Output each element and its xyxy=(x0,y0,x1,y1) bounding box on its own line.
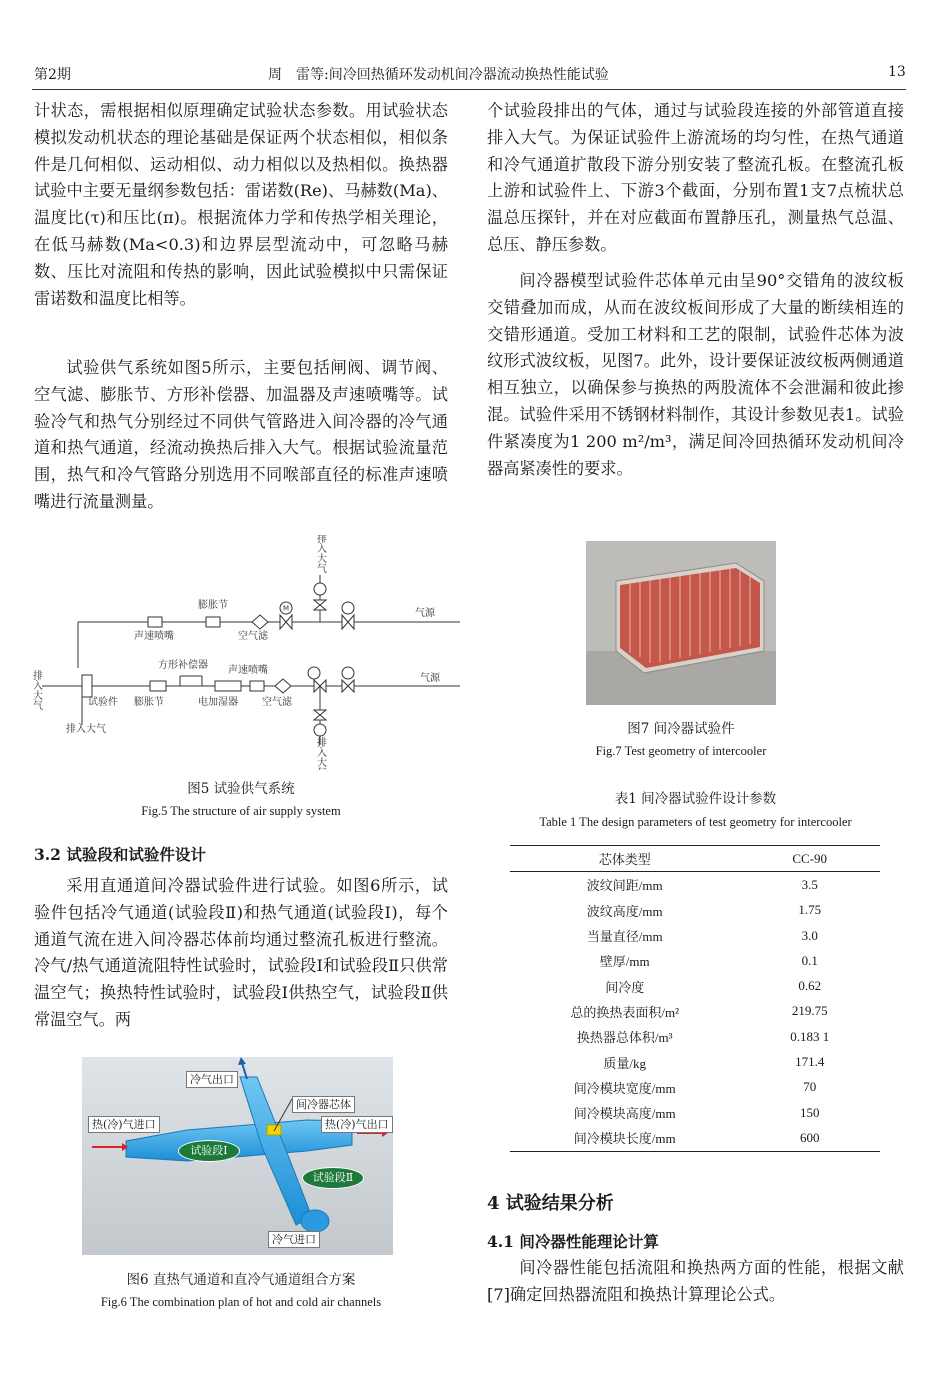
table-cell-parameter: 总的换热表面积/m² xyxy=(570,1004,679,1020)
table-1-caption-en: Table 1 The design parameters of test geometry for intercooler xyxy=(539,815,852,829)
figure-5-caption-cn: 图5 试验供气系统 xyxy=(187,781,295,797)
table-row xyxy=(510,846,880,872)
label-inlet: 热(冷)气进口 xyxy=(88,1116,160,1133)
label-cold-outlet: 冷气出口 xyxy=(186,1071,238,1088)
page-number: 13 xyxy=(888,64,906,80)
label-expansion-2: 膨胀节 xyxy=(134,697,164,708)
table-row xyxy=(510,1100,880,1125)
figure-6-caption-cn: 图6 直热气通道和直冷气通道组合方案 xyxy=(126,1272,356,1288)
label-section-1: 试验段Ⅰ xyxy=(178,1140,240,1162)
table-cell-value: 3.5 xyxy=(801,876,818,892)
label-core: 间冷器芯体 xyxy=(292,1096,355,1113)
table-cell-parameter: 波纹高度/mm xyxy=(586,903,663,919)
table-cell-parameter: 波纹间距/mm xyxy=(586,878,663,894)
figure-6-render xyxy=(82,1057,393,1255)
table-cell-value: 70 xyxy=(803,1079,817,1095)
label-nozzle-2: 声速喷嘴 xyxy=(228,665,268,676)
table-row xyxy=(510,898,880,923)
table-cell-value: 219.75 xyxy=(791,1003,828,1019)
figure-6-caption-en: Fig.6 The combination plan of hot and cold air channels xyxy=(100,1295,382,1309)
table-1 xyxy=(510,845,880,1152)
table-cell-parameter: 间冷模块宽度/mm xyxy=(573,1080,676,1096)
figure-5-caption-en: Fig.5 The structure of air supply system xyxy=(141,804,341,818)
label-nozzle-1: 声速喷嘴 xyxy=(134,631,174,642)
left-paragraph-3: 采用直通道间冷器试验件进行试验。如图6所示，试验件包括冷气通道(试验段Ⅱ)和热气通道(试验段Ⅰ)，每个通道气流在进入间冷器芯体前均通过整流孔板进行整流。冷气/热气通道流阻特性试验时，试验段Ⅰ和试验段Ⅱ只供常温空气；换热特性试验时，试验段Ⅰ供热空气，试验段Ⅱ供常温空气。两 xyxy=(34,876,448,1029)
label-test-piece: 试验件 xyxy=(88,697,118,708)
table-cell-value: 600 xyxy=(799,1129,820,1145)
table-row xyxy=(510,1024,880,1049)
table-cell-parameter: 质量/kg xyxy=(603,1055,646,1071)
label-compensator: 方形补偿器 xyxy=(158,660,208,671)
label-section-2: 试验段Ⅱ xyxy=(302,1167,364,1189)
section-4-1-heading: 4.1 间冷器性能理论计算 xyxy=(487,1232,659,1251)
table-cell-value: 0.183 1 xyxy=(790,1028,830,1044)
table-cell-parameter: 当量直径/mm xyxy=(586,929,663,945)
table-row xyxy=(510,923,880,948)
label-heater: 电加湿器 xyxy=(198,697,238,708)
table-cell-parameter: 间冷度 xyxy=(605,979,645,995)
label-exhaust-top: 排入大气 xyxy=(314,535,326,573)
table-cell-value: 150 xyxy=(799,1104,820,1120)
label-exhaust-bottom: 排入大气 xyxy=(314,737,326,770)
table-cell-value: 3.0 xyxy=(801,927,818,943)
figure-5-schematic xyxy=(30,535,460,770)
valve-m-label: M xyxy=(282,604,290,613)
intercooler-photo-drawing xyxy=(586,541,776,705)
label-exhaust-left: 排入大气 xyxy=(30,670,42,710)
table-cell-parameter: 换热器总体积/m³ xyxy=(576,1030,673,1046)
table-cell-value: 0.1 xyxy=(801,952,818,968)
table-cell-parameter: 芯体类型 xyxy=(598,852,651,868)
table-row xyxy=(510,1049,880,1074)
label-exhaust-bottom-left: 排入大气 xyxy=(66,724,106,735)
table-cell-value: 1.75 xyxy=(798,902,822,918)
figure-7-caption-en: Fig.7 Test geometry of intercooler xyxy=(595,744,767,758)
right-paragraph-2: 间冷器模型试验件芯体单元由呈90°交错角的波纹板交错叠加而成，从而在波纹板间形成了大量的断续相连的交错形通道。受加工材料和工艺的限制，试验件芯体为波纹形式波纹板，见图7。此外，设计要保证波纹板两侧通道相互独立，以确保参与换热的两股流体不会泄漏和彼此掺混。试验件采用不锈钢材料制作，其设计参数见表1。试验件紧凑度为1 200 m²/m³，满足间冷回热循环发动机间冷器高紧凑性的要求。 xyxy=(487,271,904,478)
table-cell-parameter: 壁厚/mm xyxy=(599,954,650,970)
table-cell-value: 171.4 xyxy=(795,1054,825,1070)
table-1-caption-cn: 表1 间冷器试验件设计参数 xyxy=(614,791,777,807)
table-row xyxy=(510,999,880,1024)
right-paragraph-3: 间冷器性能包括流阻和换热两方面的性能，根据文献[7]确定回热器流阻和换热计算理论公式。 xyxy=(487,1258,904,1304)
left-paragraph-2: 试验供气系统如图5所示，主要包括闸阀、调节阀、空气滤、膨胀节、方形补偿器、加温器及声速喷嘴等。试验冷气和热气分别经过不同供气管路进入间冷器的冷气通道和热气通道，经流动换热后排入大气。根据试验流量范围，热气和冷气管路分别选用不同喉部直径的标准声速喷嘴进行流量测量。 xyxy=(34,358,448,511)
running-title xyxy=(268,64,609,84)
air-supply-diagram xyxy=(30,535,460,770)
left-paragraph-1: 计状态，需根据相似原理确定试验状态参数。用试验状态模拟发动机状态的理论基础是保证两个状态相似，相似条件是几何相似、运动相似、动力相似以及热相似。换热器试验中主要无量纲参数包括：雷诺数(Re)、马赫数(Ma)、温度比(τ)和压比(π)。根据流体力学和传热学相关理论，在低马赫数(Ma<0.3)和边界层型流动中，可忽略马赫数、压比对流阻和传热的影响，因此试验模拟中只需保证雷诺数和温度比相等。 xyxy=(34,101,448,308)
table-row xyxy=(510,948,880,973)
label-air-source-2: 气源 xyxy=(420,673,440,684)
label-expansion-1: 膨胀节 xyxy=(198,600,228,611)
issue-number: 第2期 xyxy=(34,67,71,83)
table-cell-value: CC-90 xyxy=(792,850,828,866)
label-filter-2: 空气滤 xyxy=(262,697,292,708)
label-outlet: 热(冷)气出口 xyxy=(321,1116,393,1133)
figure-7-photo xyxy=(586,541,776,705)
label-cold-inlet: 冷气进口 xyxy=(268,1231,320,1248)
table-row xyxy=(510,872,880,898)
table-row xyxy=(510,973,880,998)
table-row xyxy=(510,1125,880,1151)
running-paper-title: 间冷回热循环发动机间冷器流动换热性能试验 xyxy=(328,67,609,83)
table-row xyxy=(510,1075,880,1100)
section-4-heading: 4 试验结果分析 xyxy=(487,1193,614,1214)
figure-7-caption-cn: 图7 间冷器试验件 xyxy=(627,721,735,737)
table-cell-parameter: 间冷模块长度/mm xyxy=(573,1131,676,1147)
header-rule xyxy=(32,89,906,90)
table-cell-value: 0.62 xyxy=(798,978,822,994)
table-cell-parameter: 间冷模块高度/mm xyxy=(573,1106,676,1122)
section-3-2-heading: 3.2 试验段和试验件设计 xyxy=(34,845,206,864)
label-filter-1: 空气滤 xyxy=(238,631,268,642)
running-authors: 周 雷等: xyxy=(268,67,329,83)
label-air-source-1: 气源 xyxy=(415,608,435,619)
table-1-body xyxy=(510,846,880,1152)
right-paragraph-1: 个试验段排出的气体，通过与试验段连接的外部管道直接排入大气。为保证试验件上游流场的均匀性，在热气通道和冷气通道扩散段下游分别安装了整流孔板。在整流孔板上游和试验件上、下游3个截面，分别布置1支7点梳状总温总压探针，并在对应截面布置静压孔，测量热气总温、总压、静压参数。 xyxy=(487,101,904,254)
